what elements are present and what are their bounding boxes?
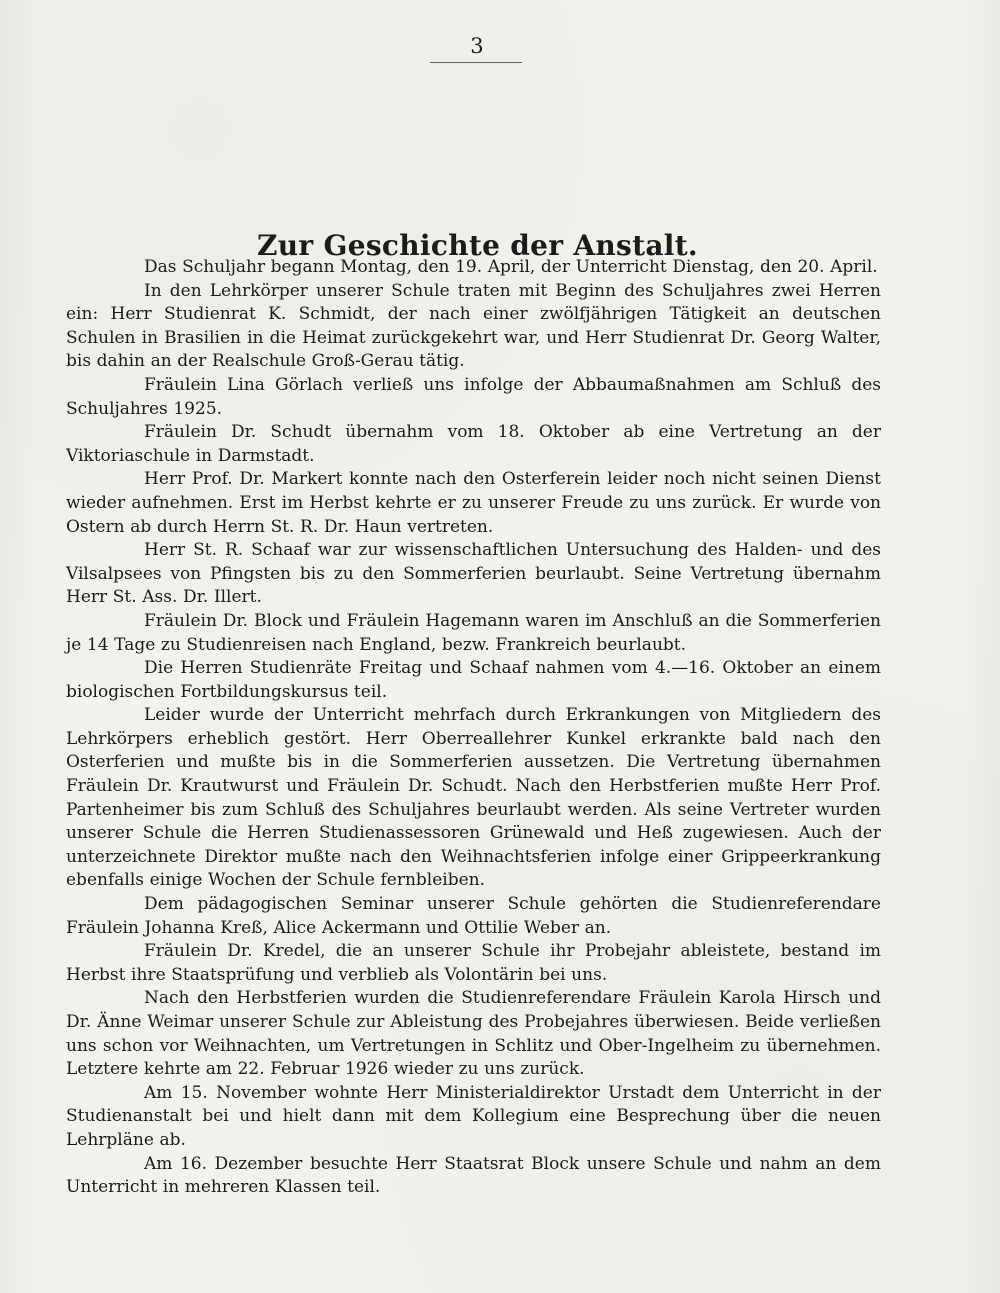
paragraph-4: Fräulein Dr. Schudt übernahm vom 18. Oktober ab eine Vertretung an der Viktoriaschule in Darmstadt. bbox=[66, 422, 881, 466]
paragraph-6: Herr St. R. Schaaf war zur wissenschaftlichen Untersuchung des Halden- und des Vilsalpsees von Pfingsten bis zu den Sommerferien beurlaubt. Seine Vertretung übernahm Herr St. Ass. Dr. Illert. bbox=[66, 540, 881, 608]
paragraph-8: Die Herren Studienräte Freitag und Schaaf nahmen vom 4.—16. Oktober an einem biologischen Fortbildungskursus teil. bbox=[66, 658, 881, 702]
paragraph-3: Fräulein Lina Görlach verließ uns infolge der Abbaumaßnahmen am Schluß des Schuljahres 1925. bbox=[66, 374, 881, 419]
paragraph-13: Am 15. November wohnte Herr Ministerialdirektor Urstadt dem Unterricht in der Studienanstalt bei und hielt dann mit dem Kollegium eine Besprechung über die neuen Lehrpläne ab. bbox=[66, 1082, 881, 1150]
paragraph-11: Fräulein Dr. Kredel, die an unserer Schule ihr Probejahr ableistete, bestand im Herbst ihre Staatsprüfung und verblieb als Volontärin bei uns. bbox=[66, 941, 881, 985]
body-text bbox=[66, 256, 881, 1200]
page-number-rule bbox=[430, 62, 522, 63]
paragraph-5: Herr Prof. Dr. Markert konnte nach den Osterferein leider noch nicht seinen Dienst wieder aufnehmen. Erst im Herbst kehrte er zu unserer Freude zu uns zurück. Er wurde von Ostern ab durch Herrn St. R. Dr. Haun vertreten. bbox=[66, 469, 881, 537]
paragraph-9: Leider wurde der Unterricht mehrfach durch Erkrankungen von Mitgliedern des Lehrkörpers erheblich gestört. Herr Oberreallehrer Kunkel erkrankte bald nach den Osterferien und mußte bis in die Sommerferien aussetzen. Die Vertretung übernahmen Fräulein Dr. Krautwurst und Fräulein Dr. Schudt. Nach den Herbstferien mußte Herr Prof. Partenheimer bis zum Schluß des Schuljahres beurlaubt werden. Als seine Vertreter wurden unserer Schule die Herren Studienassessoren Grünewald und Heß zugewiesen. Auch der unterzeichnete Direktor mußte nach den Weihnachtsferien infolge einer Grippeerkrankung ebenfalls einige Wochen der Schule fernbleiben. bbox=[66, 705, 881, 891]
page-number: 3 bbox=[470, 34, 484, 58]
paragraph-10: Dem pädagogischen Seminar unserer Schule gehörten die Studienreferendare Fräulein Johanna Kreß, Alice Ackermann und Ottilie Weber an. bbox=[66, 894, 881, 938]
section-title: Zur Geschichte der Anstalt. bbox=[257, 228, 698, 262]
paragraph-1: Das Schuljahr begann Montag, den 19. April, der Unterricht Dienstag, den 20. April. bbox=[144, 257, 878, 277]
paragraph-7: Fräulein Dr. Block und Fräulein Hagemann waren im Anschluß an die Sommerferien je 14 Tage zu Studienreisen nach England, bezw. Frankreich beurlaubt. bbox=[66, 610, 881, 655]
paragraph-14: Am 16. Dezember besuchte Herr Staatsrat Block unsere Schule und nahm an dem Unterricht in mehreren Klassen teil. bbox=[66, 1153, 881, 1198]
paragraph-12: Nach den Herbstferien wurden die Studienreferendare Fräulein Karola Hirsch und Dr. Änne Weimar unserer Schule zur Ableistung des Probejahres überwiesen. Beide verließen uns schon vor Weihnachten, um Vertretungen in Schlitz und Ober-Ingelheim zu übernehmen. Letztere kehrte am 22. Februar 1926 wieder zu uns zurück. bbox=[66, 988, 881, 1080]
paragraph-2: In den Lehrkörper unserer Schule traten mit Beginn des Schuljahres zwei Herren ein: Herr Studienrat K. Schmidt, der nach einer zwölfjährigen Tätigkeit an deutschen Schulen in Brasilien in die Heimat zurückgekehrt war, und Herr Studienrat Dr. Georg Walter, bis dahin an der Realschule Groß-Gerau tätig. bbox=[66, 280, 881, 372]
